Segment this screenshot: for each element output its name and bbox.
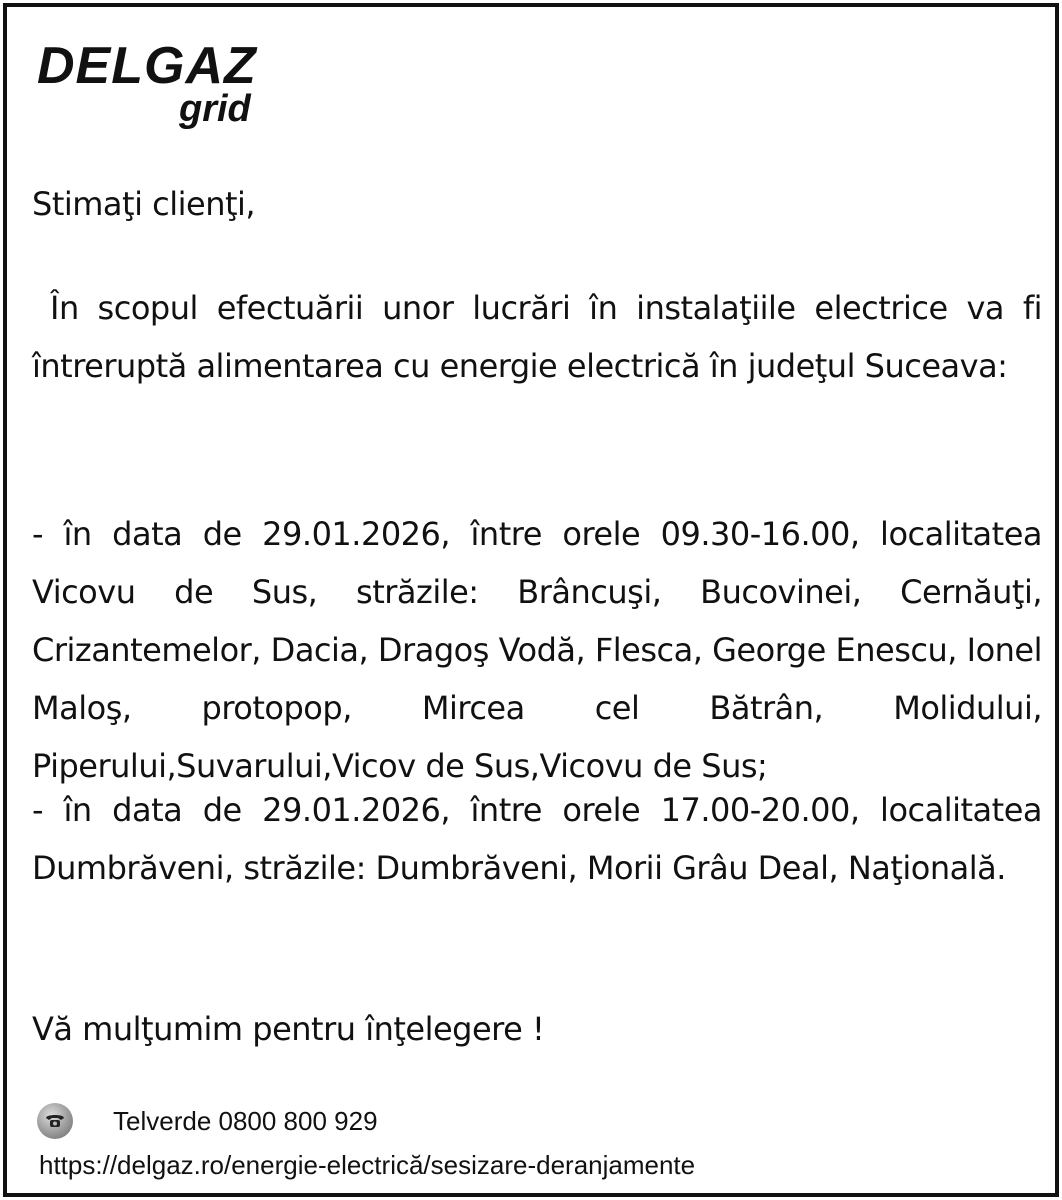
logo-brand: DELGAZ (37, 37, 257, 95)
intro-paragraph: În scopul efectuării unor lucrări în instalaţiile electrice va fi întreruptă alimentarea cu energie electrică în judeţul Suceava: (32, 289, 1042, 385)
support-url[interactable]: https://delgaz.ro/energie-electrică/sesizare-deranjamente (39, 1150, 696, 1180)
outage-item-1: - în data de 29.01.2026, între orele 09.30-16.00, localitatea Vicovu de Sus, străzile: Brâncuşi, Bucovinei, Cernăuţi, Crizantemelor, Dacia, Dragoş Vodă, Flesca, George Enescu, Ionel Maloş, protopop, Mircea cel Bătrân, Molidului, Piperului,Suvarului,Vicov de Sus,Vicovu de Sus; (32, 515, 1042, 785)
thanks-line: Vă mulţumim pentru înţelegere ! (32, 1010, 545, 1048)
notice-frame (3, 3, 1059, 1197)
phone-icon (37, 1103, 73, 1139)
outage-item-2: - în data de 29.01.2026, între orele 17.00-20.00, localitatea Dumbrăveni, străzile: Dumbrăveni, Morii Grâu Deal, Naţională. (32, 791, 1042, 887)
phone-number: Telverde 0800 800 929 (113, 1106, 378, 1136)
phone-row (37, 1101, 378, 1141)
greeting: Stimaţi clienţi, (32, 185, 256, 223)
logo-sub: grid (179, 88, 251, 130)
delgaz-logo (37, 37, 277, 133)
